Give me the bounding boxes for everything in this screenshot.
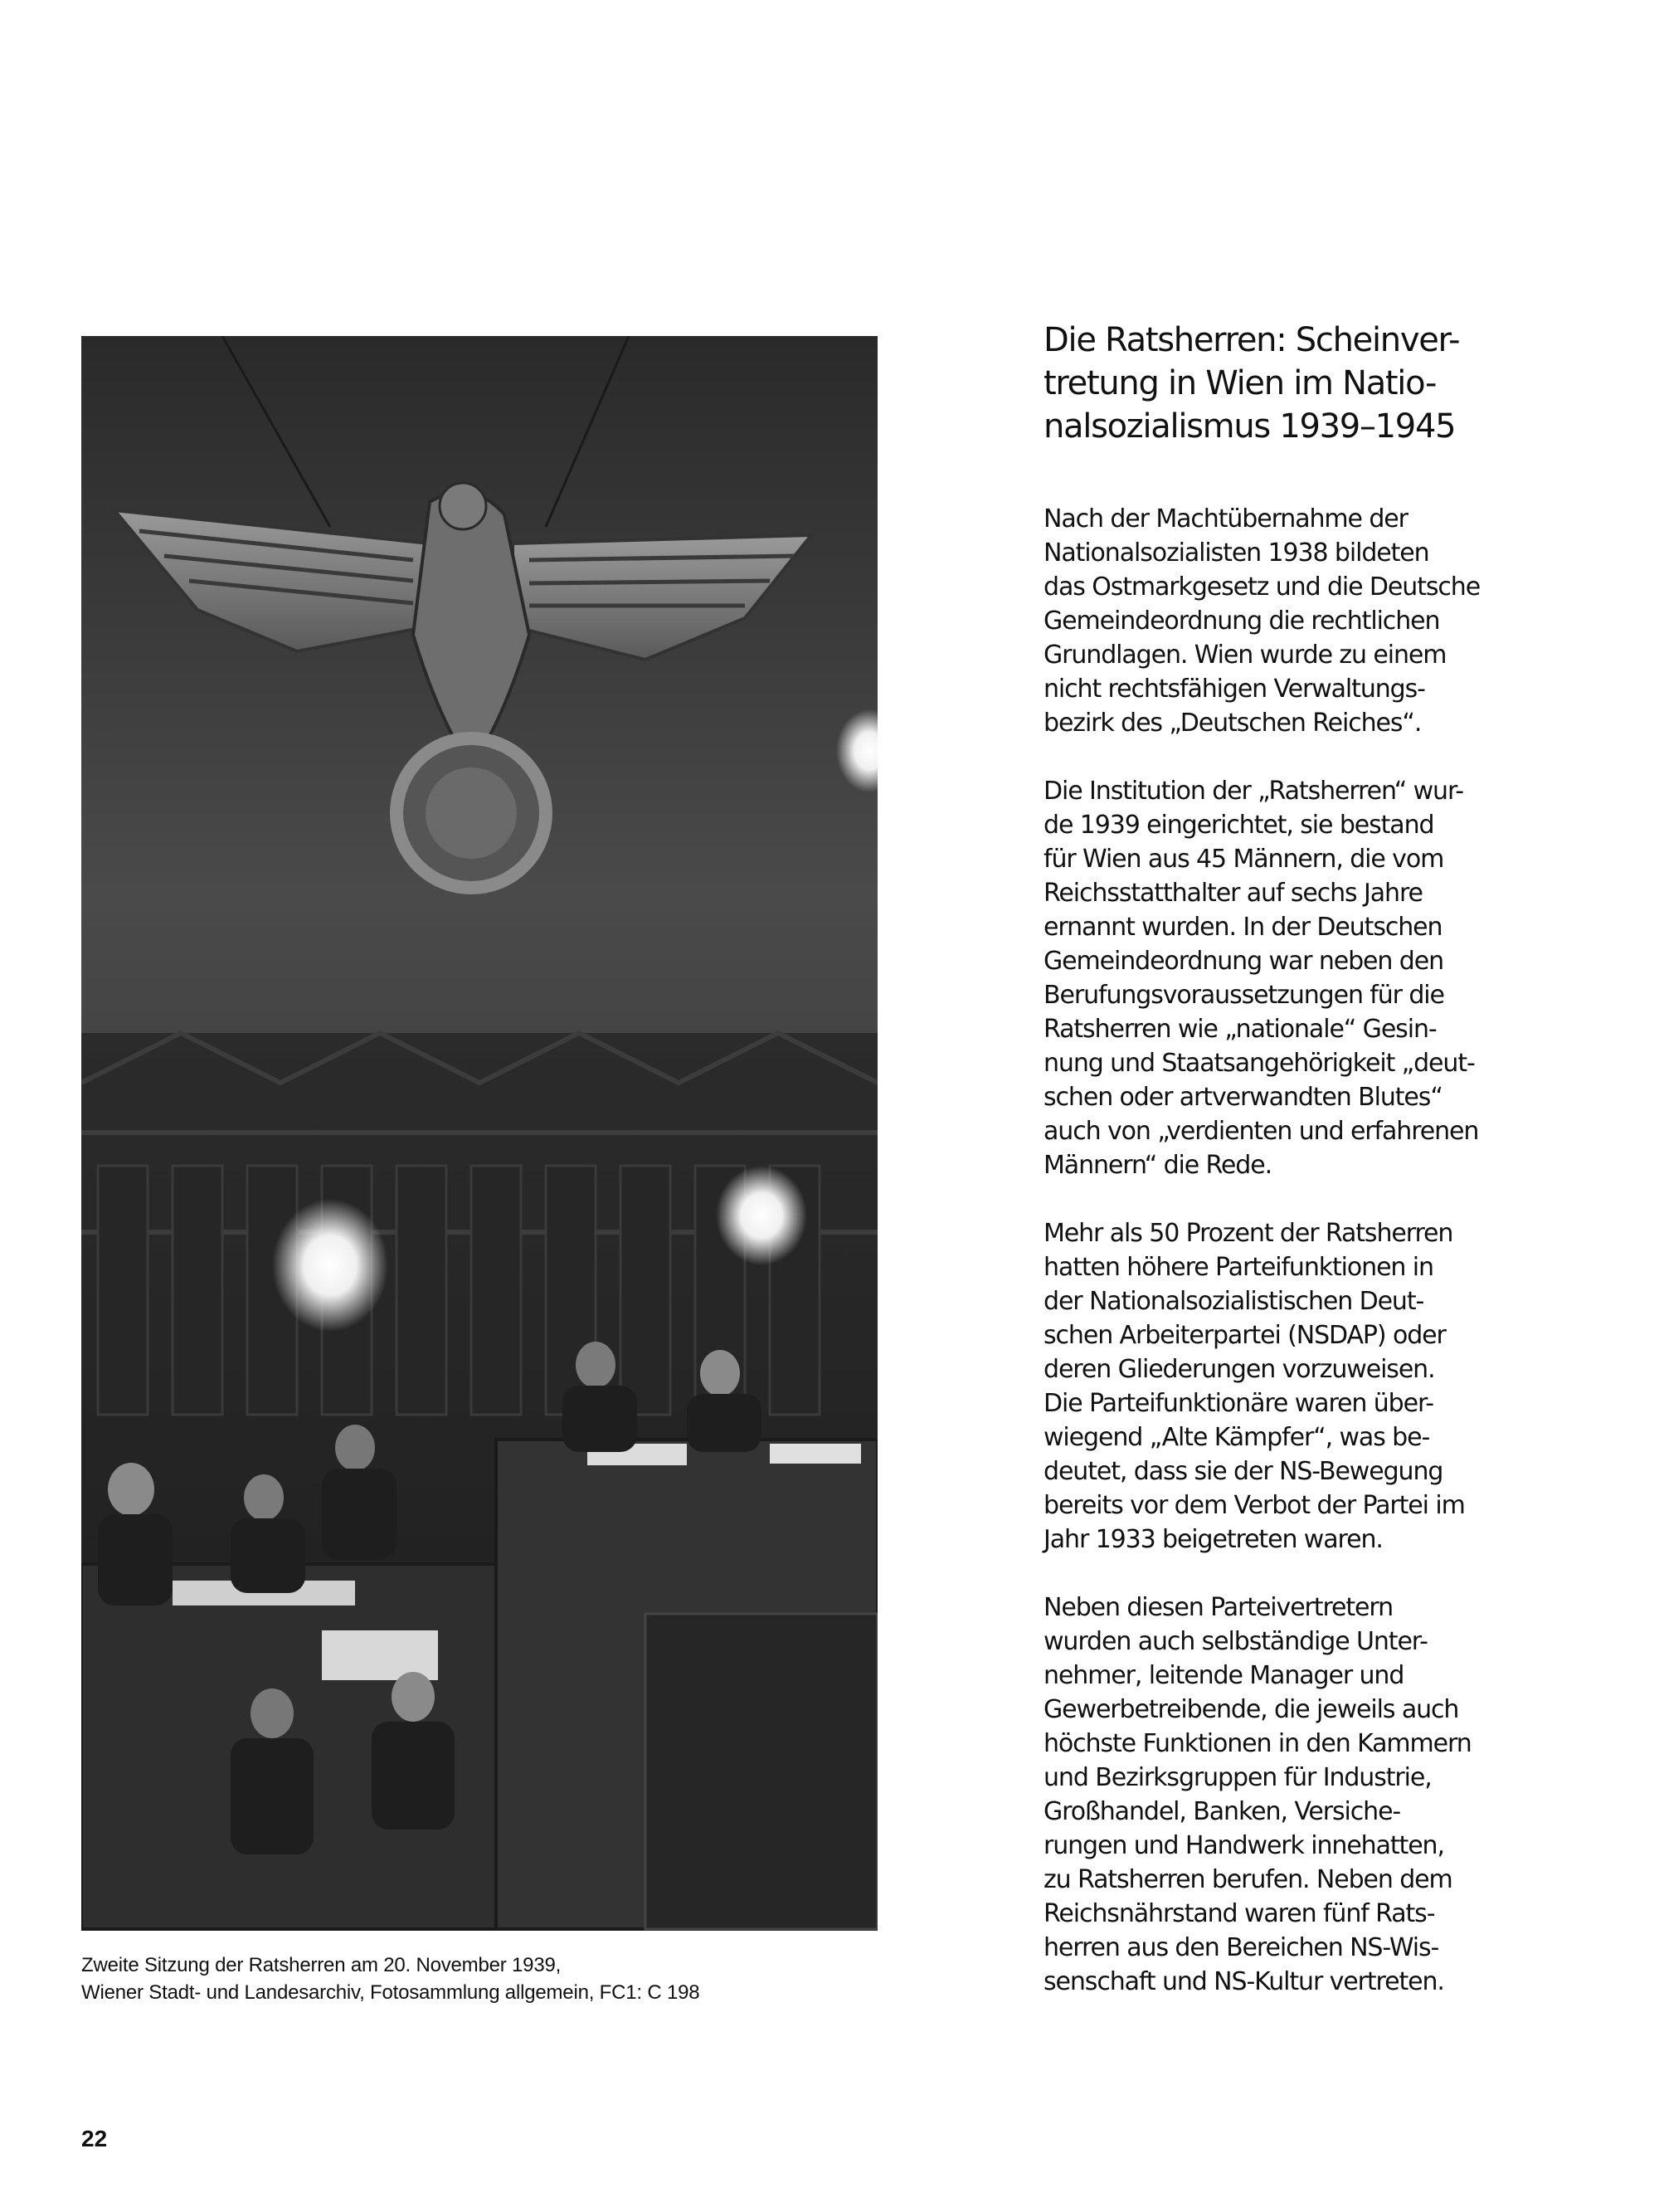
text-line: Die Institution der „Ratsherren“ wur- — [1044, 777, 1464, 806]
title-line: Die Ratsherren: Scheinver- — [1044, 321, 1460, 359]
title-line: tretung in Wien im Natio- — [1044, 364, 1437, 402]
text-line: bereits vor dem Verbot der Partei im — [1044, 1491, 1465, 1520]
text-line: Gemeindeordnung war neben den — [1044, 947, 1443, 976]
text-line: Reichsstatthalter auf sechs Jahre — [1044, 879, 1423, 908]
text-line: Nationalsozialisten 1938 bildeten — [1044, 538, 1429, 568]
text-line: Gewerbetreibende, die jeweils auch — [1044, 1695, 1459, 1724]
text-line: das Ostmarkgesetz und die Deutsche — [1044, 572, 1481, 602]
text-line: nicht rechtsfähigen Verwaltungs- — [1044, 675, 1425, 704]
text-line: Die Parteifunktionäre waren über- — [1044, 1389, 1433, 1418]
text-line: ernannt wurden. In der Deutschen — [1044, 913, 1443, 942]
text-line: Gemeindeordnung die rechtlichen — [1044, 607, 1440, 636]
text-line: Grundlagen. Wien wurde zu einem — [1044, 641, 1447, 670]
text-line: herren aus den Bereichen NS-Wis- — [1044, 1933, 1439, 1962]
text-line: Mehr als 50 Prozent der Ratsherren — [1044, 1219, 1453, 1248]
text-line: und Bezirksgruppen für Industrie, — [1044, 1763, 1432, 1792]
page-number: 22 — [81, 2126, 108, 2151]
archival-photo — [81, 336, 878, 1931]
text-line: senschaft und NS-Kultur vertreten. — [1044, 1967, 1444, 1996]
text-line: deren Gliederungen vorzuweisen. — [1044, 1355, 1435, 1384]
text-line: nehmer, leitende Manager und — [1044, 1661, 1404, 1690]
caption-line: Wiener Stadt- und Landesarchiv, Fotosammlung allgemein, FC1: C 198 — [81, 1981, 700, 2004]
caption-line: Zweite Sitzung der Ratsherren am 20. November 1939, — [81, 1954, 562, 1976]
text-line: Großhandel, Banken, Versiche- — [1044, 1797, 1401, 1826]
paragraph-3 — [1044, 1216, 1624, 1557]
text-line: höchste Funktionen in den Kammern — [1044, 1729, 1472, 1758]
text-line: Männern“ die Rede. — [1044, 1151, 1272, 1180]
text-line: schen Arbeiterpartei (NSDAP) oder — [1044, 1321, 1446, 1350]
text-line: hatten höhere Parteifunktionen in — [1044, 1253, 1433, 1282]
text-line: bezirk des „Deutschen Reiches“. — [1044, 709, 1422, 738]
text-line: auch von „verdienten und erfahrenen — [1044, 1117, 1479, 1146]
text-line: rungen und Handwerk innehatten, — [1044, 1831, 1444, 1860]
article-title — [1044, 319, 1624, 448]
text-line: für Wien aus 45 Männern, die vom — [1044, 845, 1444, 874]
text-line: wiegend „Alte Kämpfer“, was be- — [1044, 1423, 1430, 1452]
title-line: nalsozialismus 1939–1945 — [1044, 407, 1456, 446]
paragraph-1 — [1044, 502, 1624, 740]
text-line: Berufungsvoraussetzungen für die — [1044, 981, 1444, 1010]
text-line: zu Ratsherren berufen. Neben dem — [1044, 1865, 1452, 1894]
text-line: Neben diesen Parteivertretern — [1044, 1593, 1394, 1622]
paragraph-2 — [1044, 774, 1624, 1182]
photo-caption — [81, 1951, 894, 2006]
text-line: de 1939 eingerichtet, sie bestand — [1044, 811, 1434, 840]
text-line: wurden auch selbständige Unter- — [1044, 1627, 1428, 1656]
council-chamber-image — [81, 336, 878, 1931]
text-line: Nach der Machtübernahme der — [1044, 504, 1408, 534]
paragraph-4 — [1044, 1591, 1624, 1999]
text-line: schen oder artverwandten Blutes“ — [1044, 1083, 1443, 1112]
text-line: Jahr 1933 beigetreten waren. — [1044, 1525, 1383, 1554]
article — [1044, 319, 1624, 1999]
text-line: Ratsherren wie „nationale“ Gesin- — [1044, 1015, 1437, 1044]
text-line: der Nationalsozialistischen Deut- — [1044, 1287, 1424, 1316]
text-line: Reichsnährstand waren fünf Rats- — [1044, 1899, 1435, 1928]
text-line: nung und Staatsangehörigkeit „deut- — [1044, 1049, 1475, 1078]
text-line: deutet, dass sie der NS-Bewegung — [1044, 1457, 1443, 1486]
